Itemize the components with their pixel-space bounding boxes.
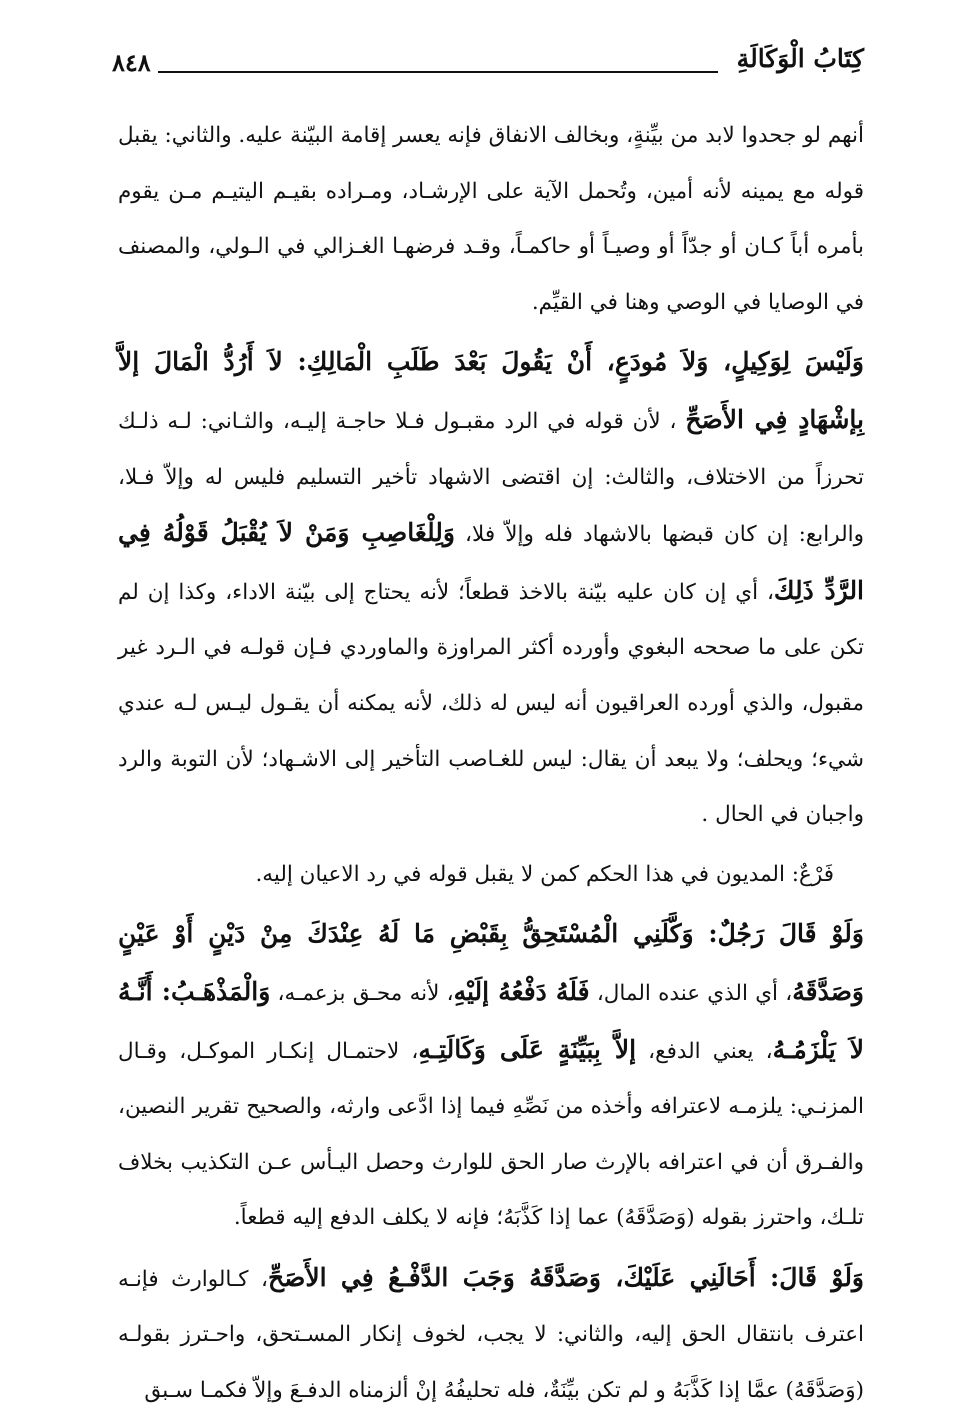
matn-text: وَلَوْ قَالَ: أَحَالَنِي عَلَيْكَ، وَصَدَّقَهُ وَجَبَ الدَّفْـعُ فِي الأَصَحِّ (267, 1262, 865, 1292)
matn-text: فَلَهُ دَفْعُهُ إلَيْهِ (453, 976, 590, 1006)
matn-text: وَلِلْغَاصِبِ وَمَنْ لاَ يُقْبَلُ قَوْلُهُ فِي الرَّدِّ ذَلِكَ (118, 518, 865, 605)
commentary-text: فَرْعٌ: المديون في هذا الحكم كمن لا يقبل قوله في رد الاعيان إليه. (255, 861, 834, 887)
matn-text: وَلَوْ قَالَ رَجُلٌ: وَكَّلَنِي الْمُسْتَحِقُّ بِقَبْضِ مَا لَهُ عِنْدَكَ مِنْ دَيْنٍ أَوْ عَيْنٍ وَصَدَّقَهُ (118, 919, 864, 1006)
commentary-text: ، كـالوارث فإنـه اعترف بانتقال الحق إليه، والثاني: لا يجب، لخوف إنكار المسـتحق، واحـترز بقولـه (وَصَدَّقَهُ) عمَّا إذا كَذَّبَهُ و لم تكن بيِّنَةٌ، فله تحليفُهُ إنْ ألزمناه الدفـعَ وإلاّ فكمـا سـبق (118, 1266, 864, 1404)
paragraph (118, 906, 864, 1246)
matn-text: وَالْمَذْهَـبُ: أَنَّـهُ لاَ يَلْزَمُـهُ (118, 976, 865, 1064)
matn-text: وَلَيْسَ لِوَكِيلٍ، وَلاَ مُودَعٍ، أَنْ يَقُولَ بَعْدَ طَلَبِ الْمَالِكِ: لاَ أَرُدُّ الْمَالَ إلاَّ بِإشْهَادٍ فِي الأَصَحِّ (118, 347, 865, 434)
commentary-text: ، أي إن كان عليه بيّنة بالاخذ قطعاً؛ لأنه يحتاج إلى بيّنة الاداء، وكذا إن لم تكن على ما صححه البغوي وأورده أكثر المراوزة والماوردي فـإن قولـه في الـرد غير مقبول، والذي أورده العراقيون أنه ليس له ذلك، لأنه يمكنه أن يقـول ليـس لـه عندي شيء؛ ويحلف؛ ولا يبعد أن يقال: ليس للغـاصب التأخير إلى الاشـهاد؛ لأن التوبة والرد واجبان في الحال . (118, 579, 864, 828)
page-header (112, 42, 864, 82)
commentary-text: ، لأن قوله في الرد مقبـول فـلا حاجـة إليـه، والثـاني: لـه ذلـك تحرزاً من الاختلاف، والثالث: إن اقتضى الاشهاد تأخير التسليم فليس له وإلاّ فـلا، والرابع: إن كان قبضها بالاشهاد فله وإلاّ فلا، (118, 408, 864, 548)
commentary-text: ، يعني الدفع، (636, 1038, 773, 1064)
paragraph (118, 1250, 864, 1419)
commentary-text: ، لأنه محـق بزعمـه، (270, 980, 454, 1006)
chapter-title: كِتَابُ الْوَكَالَةِ (736, 44, 864, 73)
paragraph (118, 847, 864, 903)
header-rule (158, 71, 718, 73)
page-number: ٨٤٨ (112, 48, 151, 77)
commentary-text: ، لاحتمـال إنكـار الموكـل، وقـال المزنـي: يلزمـه لاعترافه وأخذه من نَصِّهِ فيما إذا ادَّعى وارثه، والصحيح تقرير النصين، والفـرق أن في اعترافه بالإرث صار الحق للوارث وحصل اليـأس عـن التكذيب بخلاف تلـك، واحترز بقوله (وَصَدَّقَهُ) عما إذا كَذَّبَهُ؛ فإنه لا يكلف الدفع إليه قطعاً. (118, 1038, 864, 1231)
paragraph (118, 334, 864, 842)
commentary-text: أنهم لو جحدوا لابد من بيِّنةٍ، وبخالف الانفاق فإنه يعسر إقامة البيّنة عليه. والثاني: يقبل قوله مع يمينه لأنه أمين، وتُحمل الآية على الإرشـاد، ومـراده بقيـم اليتيـم مـن يقوم بأمره أباً كـان أو جدّاً أو وصيـاً أو حاكمـاً، وقـد فرضهـا الغـزالي في الـولي، والمصنف في الوصايا في الوصي وهنا في القيِّم. (118, 123, 864, 315)
body-text (118, 108, 864, 1419)
paragraph (118, 108, 864, 330)
commentary-text: ، أي الذي عنده المال، (589, 980, 793, 1006)
matn-text: إلاَّ بِبَيِّنَةٍ عَلَى وَكَالَتِـهِ (418, 1034, 637, 1064)
